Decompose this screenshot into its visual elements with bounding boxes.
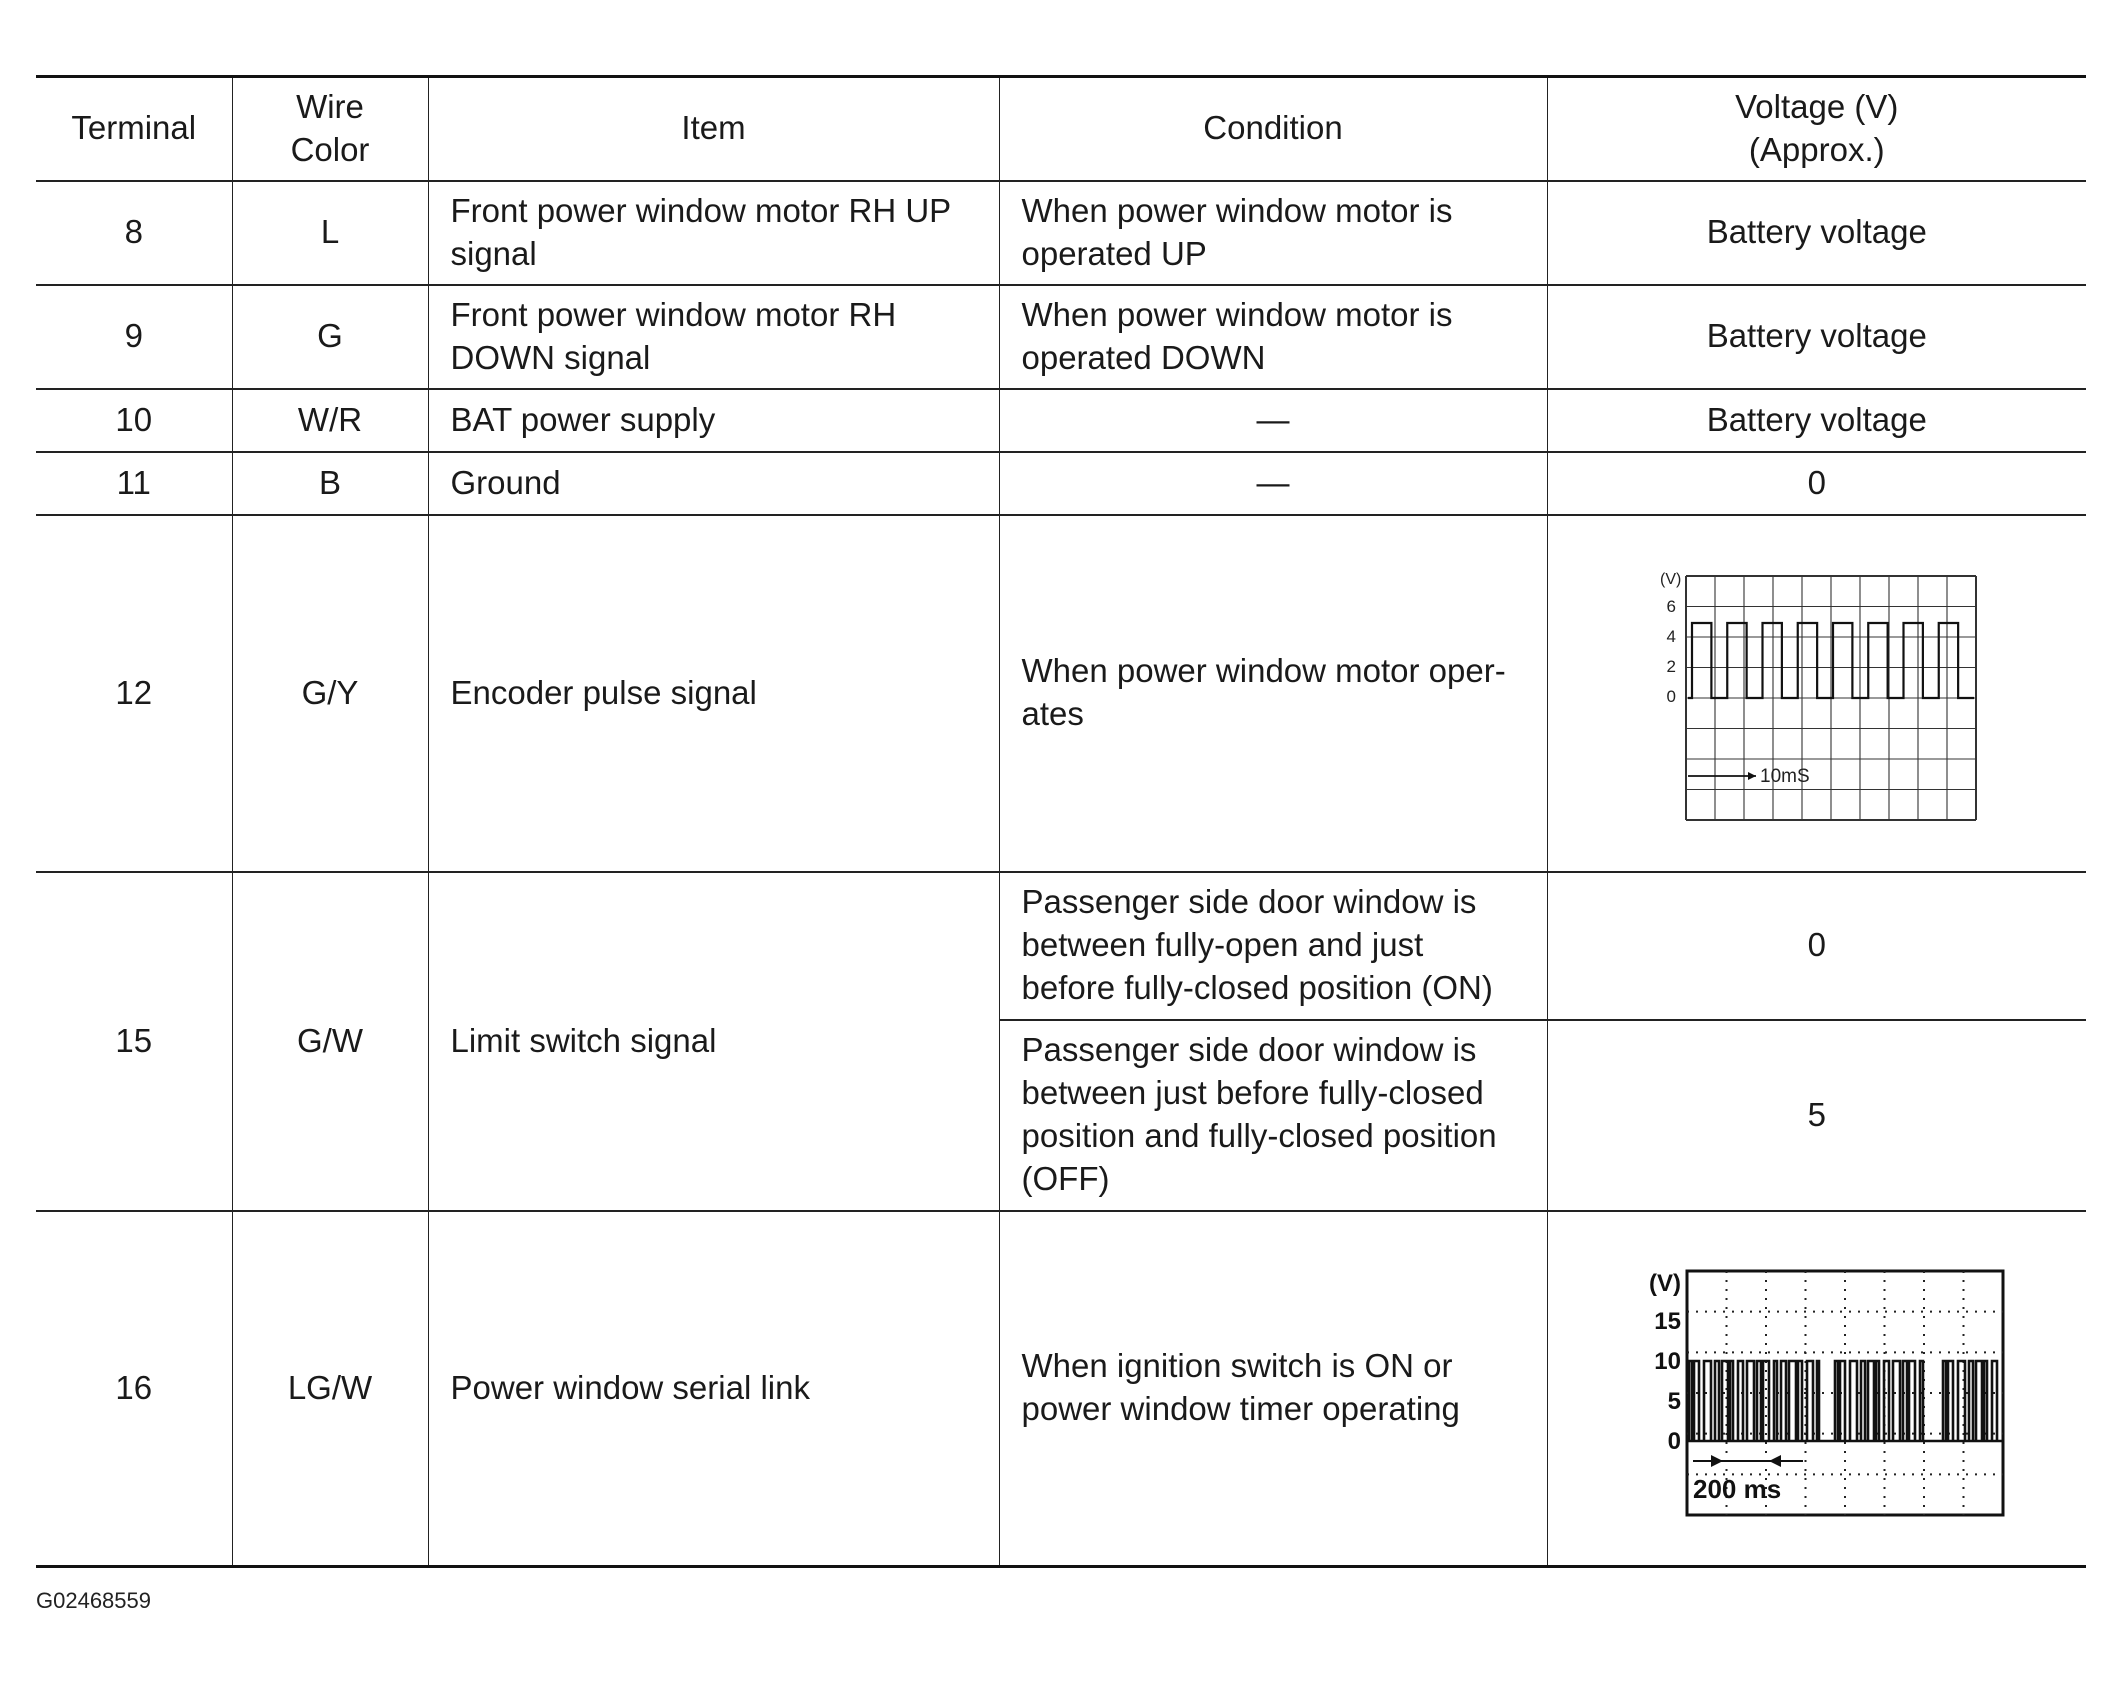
table-row bbox=[36, 872, 2086, 1020]
header-voltage bbox=[1547, 77, 2086, 181]
cell-terminal: 8 bbox=[36, 181, 232, 285]
cell-terminal: 16 bbox=[36, 1211, 232, 1567]
cell-condition: — bbox=[999, 452, 1547, 515]
time-scale-label: 200 ms bbox=[1692, 1474, 1781, 1505]
y-tick-label: 15 bbox=[1654, 1308, 1681, 1336]
cell-terminal: 9 bbox=[36, 285, 232, 389]
header-wire-color: Wire Color bbox=[232, 77, 428, 181]
cell-condition: When power window motor is operated DOWN bbox=[999, 285, 1547, 389]
table-row bbox=[36, 389, 2086, 452]
time-scale-label: 10mS bbox=[1759, 766, 1810, 787]
cell-condition: When ignition switch is ON or power window timer operating bbox=[999, 1211, 1547, 1567]
y-tick-label: 0 bbox=[1667, 1428, 1681, 1456]
cell-condition: When power window motor is operated UP bbox=[999, 181, 1547, 285]
cell-voltage-waveform bbox=[1547, 515, 2086, 872]
cell-wire-color: G/Y bbox=[232, 515, 428, 872]
y-tick-label: 0 bbox=[1666, 687, 1676, 706]
cell-wire-color: B bbox=[232, 452, 428, 515]
table-row bbox=[36, 181, 2086, 285]
cell-item: Ground bbox=[428, 452, 999, 515]
cell-item: Encoder pulse signal bbox=[428, 515, 999, 872]
header-voltage-line2: (Approx.) bbox=[1748, 130, 1885, 168]
cell-item: BAT power supply bbox=[428, 389, 999, 452]
encoder-pulse-waveform bbox=[1652, 558, 1982, 828]
cell-wire-color: G/W bbox=[232, 872, 428, 1211]
cell-condition: Passenger side door window is between just before fully-closed position and fully-closed position (OFF) bbox=[999, 1020, 1547, 1211]
cell-voltage: Battery voltage bbox=[1547, 285, 2086, 389]
cell-voltage: 0 bbox=[1547, 872, 2086, 1020]
cell-item: Limit switch signal bbox=[428, 872, 999, 1211]
y-axis-unit: (V) bbox=[1659, 571, 1682, 588]
cell-item: Power window serial link bbox=[428, 1211, 999, 1567]
y-tick-label: 6 bbox=[1666, 597, 1676, 616]
serial-link-waveform bbox=[1627, 1253, 2007, 1523]
cell-item: Front power window motor RH UP signal bbox=[428, 181, 999, 285]
cell-voltage-waveform bbox=[1547, 1211, 2086, 1567]
cell-condition: When power window motor oper-ates bbox=[999, 515, 1547, 872]
y-tick-label: 2 bbox=[1666, 657, 1676, 676]
cell-terminal: 15 bbox=[36, 872, 232, 1211]
cell-terminal: 10 bbox=[36, 389, 232, 452]
y-tick-label: 4 bbox=[1666, 627, 1676, 646]
cell-wire-color: W/R bbox=[232, 389, 428, 452]
y-axis-unit: (V) bbox=[1648, 1270, 1681, 1298]
time-scale-arrow bbox=[1769, 1455, 1781, 1467]
table-row bbox=[36, 1211, 2086, 1567]
table-header-row bbox=[36, 77, 2086, 181]
cell-terminal: 11 bbox=[36, 452, 232, 515]
cell-voltage: Battery voltage bbox=[1547, 181, 2086, 285]
table-row bbox=[36, 452, 2086, 515]
cell-wire-color: L bbox=[232, 181, 428, 285]
waveform-trace bbox=[1687, 1361, 2003, 1441]
cell-wire-color: LG/W bbox=[232, 1211, 428, 1567]
cell-voltage: 5 bbox=[1547, 1020, 2086, 1211]
header-condition: Condition bbox=[999, 77, 1547, 181]
cell-terminal: 12 bbox=[36, 515, 232, 872]
time-scale-arrow bbox=[1711, 1455, 1723, 1467]
cell-voltage: Battery voltage bbox=[1547, 389, 2086, 452]
cell-condition: — bbox=[999, 389, 1547, 452]
header-item: Item bbox=[428, 77, 999, 181]
terminal-voltage-table bbox=[36, 75, 2086, 1568]
time-scale-arrow bbox=[1748, 772, 1756, 780]
cell-item: Front power window motor RH DOWN signal bbox=[428, 285, 999, 389]
table-row bbox=[36, 515, 2086, 872]
header-terminal: Terminal bbox=[36, 77, 232, 181]
table-row bbox=[36, 285, 2086, 389]
header-voltage-line1: Voltage (V) bbox=[1735, 87, 1899, 125]
y-tick-label: 5 bbox=[1667, 1388, 1681, 1416]
figure-id: G02468559 bbox=[36, 1588, 151, 1613]
cell-condition: Passenger side door window is between fully-open and just before fully-closed position (ON) bbox=[999, 872, 1547, 1020]
cell-wire-color: G bbox=[232, 285, 428, 389]
y-tick-label: 10 bbox=[1654, 1348, 1681, 1376]
cell-voltage: 0 bbox=[1547, 452, 2086, 515]
